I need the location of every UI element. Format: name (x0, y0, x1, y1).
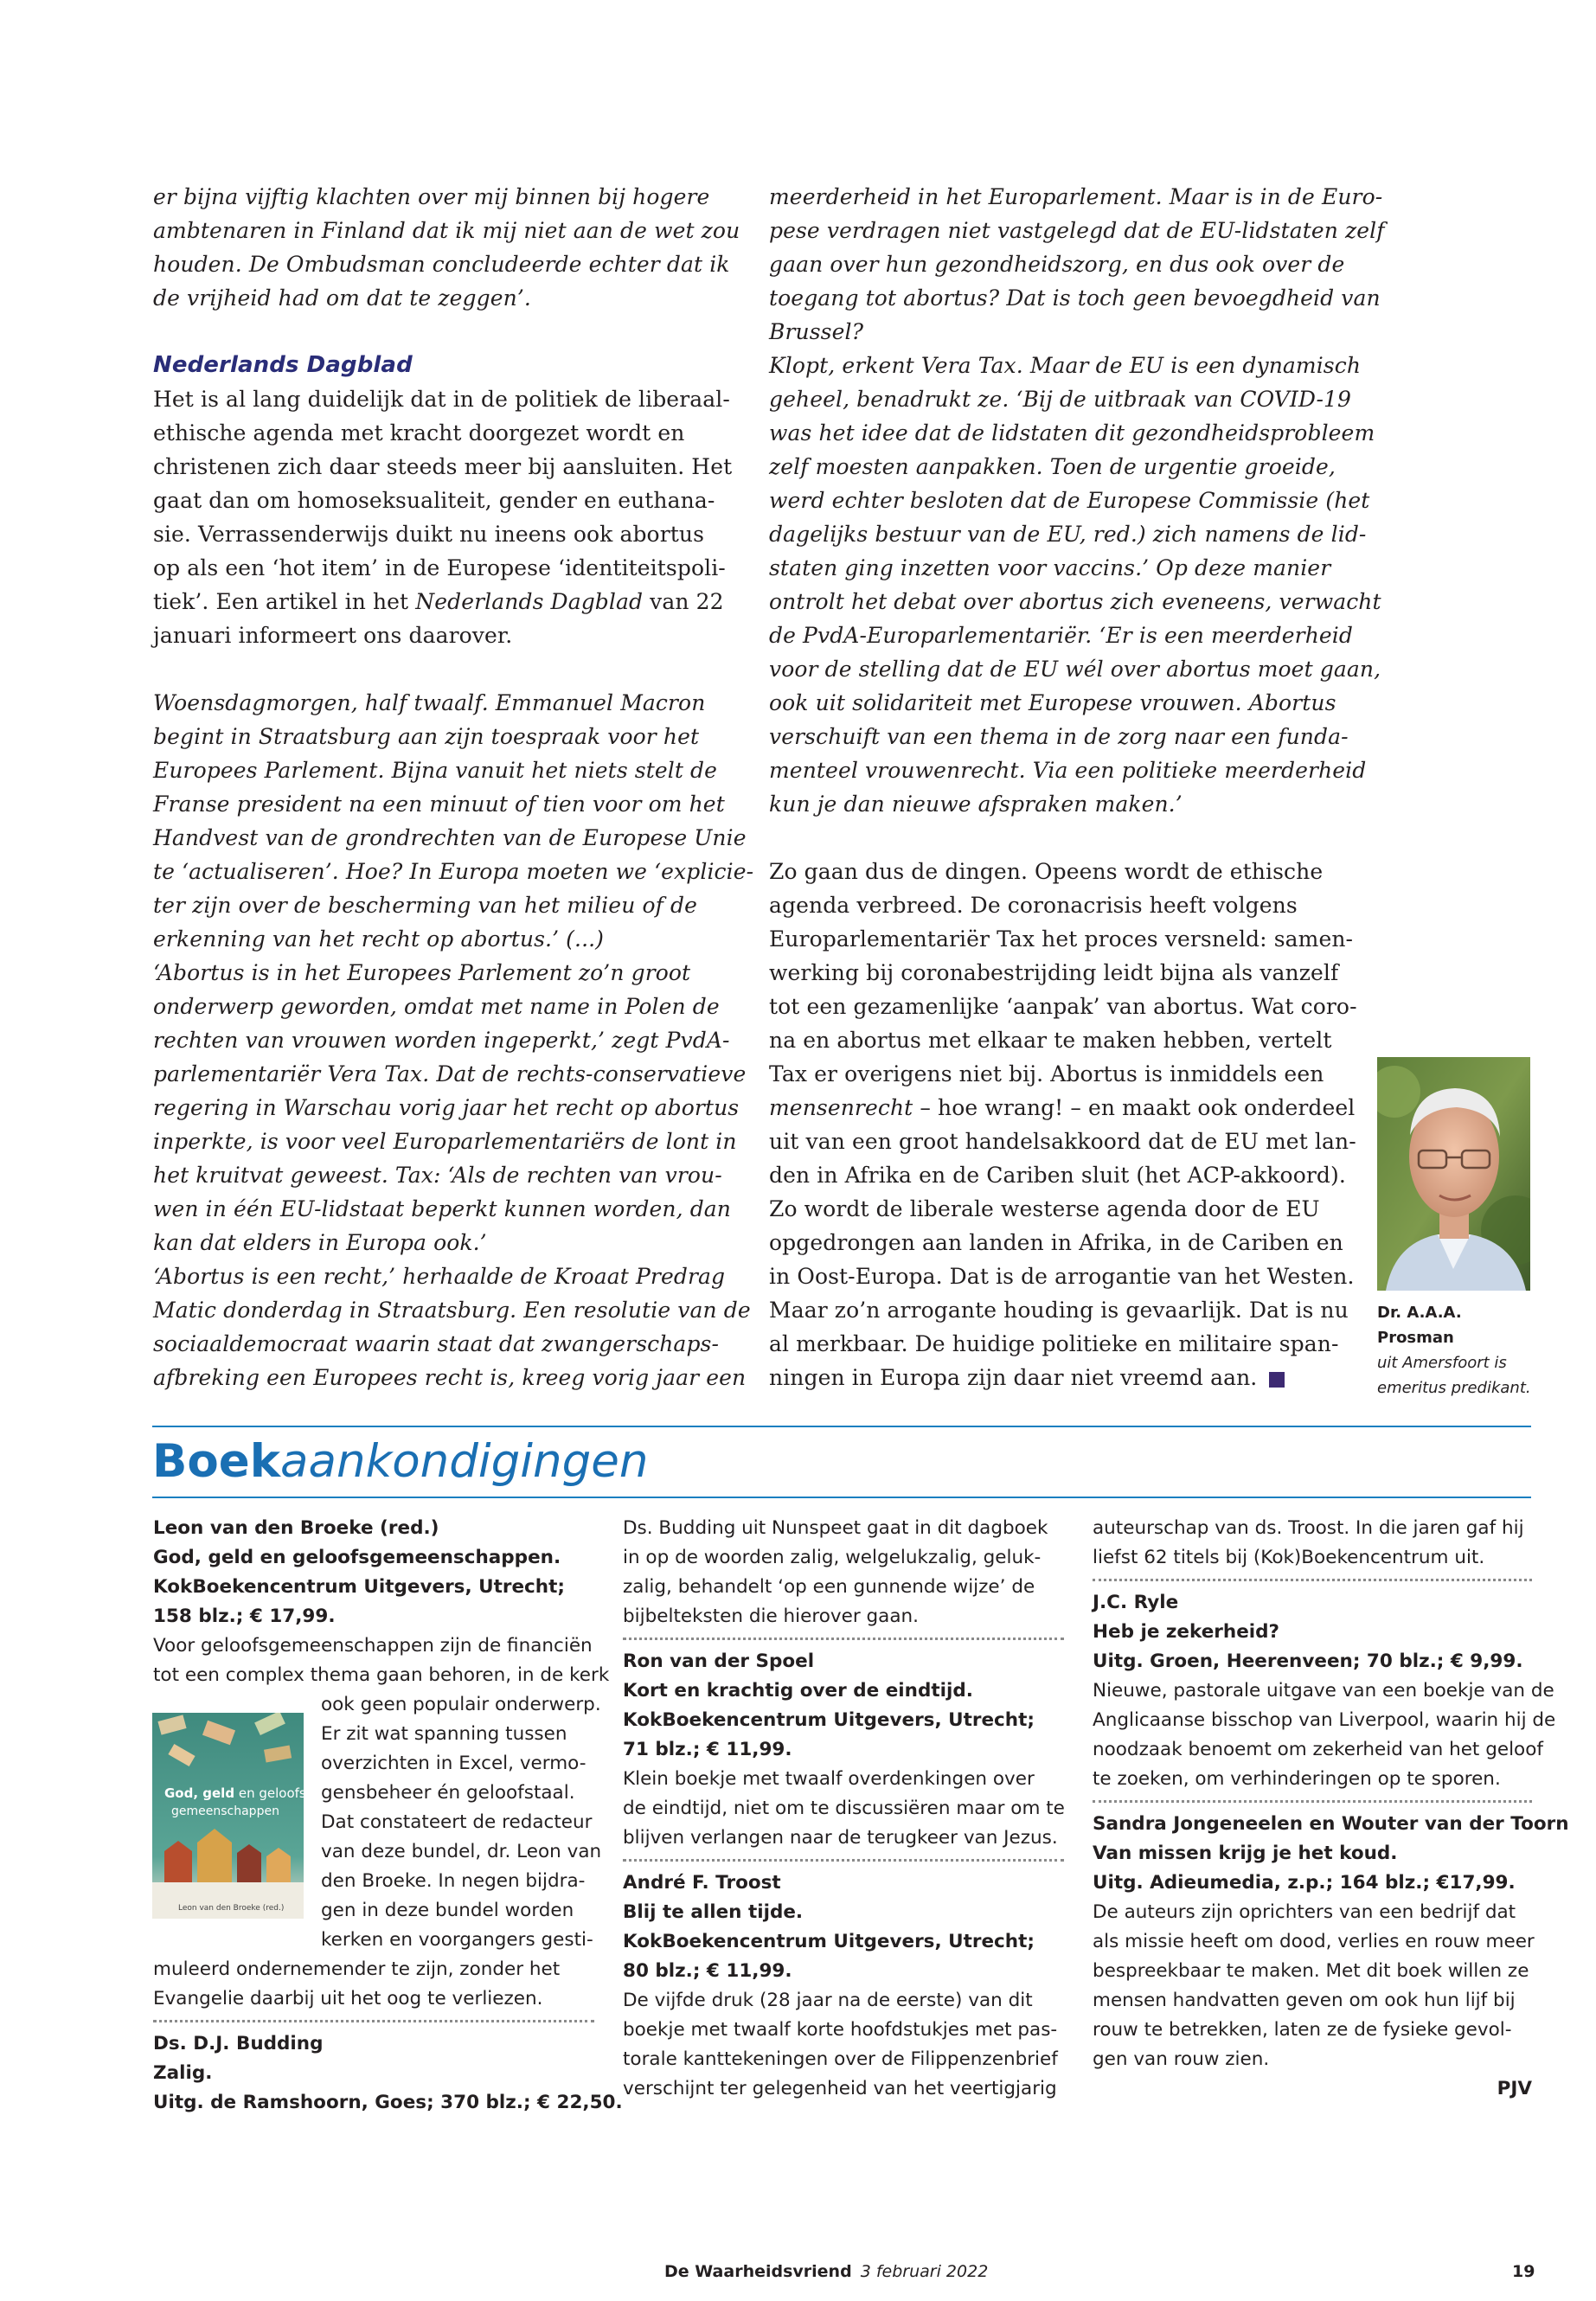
text-line: houden. De Ombudsman concludeerde echter dat ik (153, 252, 730, 277)
text-line: boekje met twaalf korte hoofdstukjes met pas- (623, 2019, 1058, 2041)
text-line: Matic donderdag in Straatsburg. Een resolutie van de (153, 1298, 751, 1323)
text-line: bijbelteksten die hierover gaan. (623, 1606, 919, 1627)
text-line: ook uit solidariteit met Europese vrouwen. Abortus (769, 690, 1336, 715)
dotted-separator (623, 1859, 1064, 1862)
svg-text:gemeenschappen: gemeenschappen (171, 1804, 279, 1818)
text-line: tot een gezamenlijke ‘aanpak’ van abortus. Wat coro- (769, 994, 1357, 1019)
text-line: sie. Verrassenderwijs duikt nu ineens ook abortus (153, 522, 705, 547)
text-line: Maar zo’n arrogante houding is gevaarlijk. Dat is nu (769, 1298, 1349, 1323)
dotted-separator (1093, 1800, 1532, 1803)
text-line: Brussel? (769, 319, 864, 344)
text-line: gen van rouw zien. (1093, 2048, 1270, 2070)
book-author: J.C. Ryle (1093, 1592, 1179, 1613)
text-line: menteel vrouwenrecht. Via een politieke meerderheid (769, 758, 1367, 783)
end-of-article-square (1269, 1372, 1285, 1388)
text-line: den Broeke. In negen bijdra- (321, 1870, 586, 1892)
text-line: ontrolt het debat over abortus zich eveneens, verwacht (769, 589, 1381, 614)
text-line: ambtenaren in Finland dat ik mij niet aan de wet zou (153, 218, 740, 243)
text-line: Woensdagmorgen, half twaalf. Emmanuel Macron (153, 690, 706, 715)
text-line: Zo gaan dus de dingen. Opeens wordt de ethische (769, 859, 1324, 884)
text-line: verschijnt ter gelegenheid van het veertigjarig (623, 2078, 1057, 2099)
book-publisher: Uitg. Groen, Heerenveen; 70 blz.; € 9,99. (1093, 1650, 1523, 1672)
text-line: toegang tot abortus? Dat is toch geen bevoegdheid van (769, 285, 1381, 311)
text-line: geheel, benadrukt ze. ‘Bij de uitbraak van COVID-19 (769, 387, 1352, 412)
text-line: te zoeken, om verhinderingen op te sporen. (1093, 1768, 1501, 1790)
text-line: liefst 62 titels bij (Kok)Boekencentrum uit. (1093, 1547, 1485, 1568)
text-line: ‘Abortus is in het Europees Parlement zo’n groot (153, 960, 691, 985)
text-line: de vrijheid had om dat te zeggen’. (153, 285, 531, 311)
text-line: na en abortus met elkaar te maken hebben, vertelt (769, 1028, 1332, 1053)
text-line: als missie heeft om dood, verlies en rouw meer (1093, 1931, 1535, 1952)
text-line: Klein boekje met twaalf overdenkingen over (623, 1768, 1035, 1790)
text-line: sociaaldemocraat waarin staat dat zwangerschaps- (153, 1331, 720, 1356)
svg-text:God, geld en geloofs-: God, geld en geloofs- (164, 1785, 304, 1801)
text-line: Europarlementariër Tax het proces versneld: samen- (769, 926, 1354, 952)
text-line: ook geen populair onderwerp. (321, 1694, 601, 1715)
text-line: parlementariër Vera Tax. Dat de rechts-conservatieve (153, 1061, 747, 1086)
book-title: Kort en krachtig over de eindtijd. (623, 1680, 973, 1702)
text-line: Franse president na een minuut of tien voor om het (153, 792, 725, 817)
quote-continuation (153, 180, 740, 315)
book-title: Van missen krijg je het koud. (1093, 1843, 1398, 1864)
text-line: Dat constateert de redacteur (321, 1811, 593, 1833)
book-entry (623, 1647, 1064, 1853)
newspaper-quote-continued (769, 180, 1385, 821)
book-entry-continued (623, 1514, 1064, 1631)
section-bottom-rule (152, 1497, 1531, 1498)
text-line: rechten van vrouwen worden ingeperkt,’ zegt PvdA- (153, 1028, 730, 1053)
text-line: mensen handvatten geven om ook hun lijf bij (1093, 1990, 1516, 2011)
book-entry-continued (1093, 1514, 1532, 1573)
text-line: zelf moesten aanpakken. Toen de urgentie groeide, (769, 454, 1336, 479)
book-publisher: KokBoekencentrum Uitgevers, Utrecht; (153, 1576, 565, 1598)
text-line: op als een ‘hot item’ in de Europese ‘identiteitspoli- (153, 555, 726, 580)
text-line: werd echter besloten dat de Europese Commissie (het (769, 488, 1370, 513)
text-line: de eindtijd, niet om te discussiëren maar om te (623, 1798, 1065, 1819)
text-line: Evangelie daarbij uit het oog te verliezen. (153, 1988, 543, 2009)
book-entry (1093, 1588, 1556, 1794)
text-line: onderwerp geworden, omdat met name in Polen de (153, 994, 720, 1019)
text-line: gaan over hun gezondheidszorg, en dus ook over de (769, 252, 1345, 277)
book-entry (153, 2029, 623, 2118)
book-price: 80 blz.; € 11,99. (623, 1960, 792, 1982)
text-line: blijven verlangen naar de terugkeer van Jezus. (623, 1827, 1058, 1849)
text-line: Zo wordt de liberale westerse agenda door de EU (769, 1196, 1320, 1221)
book-entry (1093, 1810, 1569, 2074)
text-line: in Oost-Europa. Dat is de arrogantie van het Westen. (769, 1264, 1355, 1289)
book-author: André F. Troost (623, 1872, 781, 1894)
text-line: januari informeert ons daarover. (153, 623, 513, 648)
text-line: tot een complex thema gaan behoren, in de kerk (153, 1664, 610, 1686)
text-line: kerken en voorgangers gesti- (321, 1929, 593, 1951)
dotted-separator (1093, 1579, 1532, 1581)
text-line: staten ging inzetten voor vaccins.’ Op deze manier (769, 555, 1331, 580)
book-entry (623, 1868, 1064, 2104)
book-title: God, geld en geloofsgemeenschappen. (153, 1547, 561, 1568)
section-title: Boekaankondigingen (152, 1435, 649, 1488)
text-line: Het is al lang duidelijk dat in de politiek de liberaal- (153, 387, 730, 412)
author-portrait-image (1377, 1057, 1530, 1291)
page-number: 19 (1512, 2262, 1535, 2281)
section-top-rule (152, 1426, 1531, 1427)
text-line: was het idee dat de lidstaten dit gezondheidsprobleem (769, 420, 1375, 445)
svg-text:Leon van den Broeke (red.): Leon van den Broeke (red.) (178, 1904, 285, 1913)
book-author: Ron van der Spoel (623, 1650, 815, 1672)
text-line: Er zit wat spanning tussen (321, 1723, 567, 1745)
text-line: erkenning van het recht op abortus.’ (...) (153, 926, 605, 952)
magazine-name: De Waarheidsvriend (664, 2262, 852, 2281)
text-line: gen in deze bundel worden (321, 1900, 574, 1921)
article-column-1 (153, 180, 754, 1394)
author-name: Dr. A.A.A. Prosman (1377, 1304, 1462, 1347)
book-publisher: Uitg. Adieumedia, z.p.; 164 blz.; €17,99. (1093, 1872, 1516, 1894)
text-line: christenen zich daar steeds meer bij aansluiten. Het (153, 454, 733, 479)
text-line: te ‘actualiseren’. Hoe? In Europa moeten we ‘explicie- (153, 859, 754, 884)
book-cover-image (152, 1713, 304, 1919)
text-line: verschuift van een thema in de zorg naar een funda- (769, 724, 1349, 749)
text-line: in op de woorden zalig, welgelukzalig, geluk- (623, 1547, 1042, 1568)
author-caption (1377, 1300, 1542, 1400)
text-line: torale kanttekeningen over de Filippenzenbrief (623, 2048, 1058, 2070)
text-line: Voor geloofsgemeenschappen zijn de financiën (153, 1635, 593, 1657)
reviewer-signature: PJV (1497, 2078, 1532, 2099)
text-line: De auteurs zijn oprichters van een bedrijf dat (1093, 1901, 1516, 1923)
text-line: overzichten in Excel, vermo- (321, 1753, 586, 1774)
text-line: tiek’. Een artikel in het Nederlands Dagblad van 22 (153, 589, 724, 614)
text-line: pese verdragen niet vastgelegd dat de EU-lidstaten zelf (769, 218, 1385, 243)
text-line: auteurschap van ds. Troost. In die jaren gaf hij (1093, 1517, 1524, 1539)
book-price: 158 blz.; € 17,99. (153, 1606, 336, 1627)
text-line: uit van een groot handelsakkoord dat de EU met lan- (769, 1129, 1356, 1154)
text-line: Klopt, erkent Vera Tax. Maar de EU is een dynamisch (769, 353, 1362, 378)
book-publisher: Uitg. de Ramshoorn, Goes; 370 blz.; € 22,50. (153, 2092, 623, 2113)
text-line: afbreking een Europees recht is, kreeg vorig jaar een (153, 1365, 747, 1390)
text-line: wen in één EU-lidstaat beperkt kunnen worden, dan (153, 1196, 732, 1221)
author-description: emeritus predikant. (1377, 1379, 1531, 1397)
text-line: kun je dan nieuwe afspraken maken.’ (769, 792, 1183, 817)
text-line: begint in Straatsburg aan zijn toespraak voor het (153, 724, 700, 749)
book-author: Ds. D.J. Budding (153, 2033, 324, 2054)
text-line: Ds. Budding uit Nunspeet gaat in dit dagboek (623, 1517, 1048, 1539)
text-line: Nieuwe, pastorale uitgave van een boekje van de (1093, 1680, 1554, 1702)
text-line: er bijna vijftig klachten over mij binnen bij hogere (153, 184, 710, 209)
dotted-separator (153, 2020, 594, 2022)
book-author: Sandra Jongeneelen en Wouter van der Toorn (1093, 1813, 1569, 1835)
text-line: ‘Abortus is een recht,’ herhaalde de Kroaat Predrag (153, 1264, 726, 1289)
text-line: van deze bundel, dr. Leon van (321, 1841, 602, 1862)
paragraph (769, 855, 1366, 1394)
text-line: rouw te betrekken, laten ze de fysieke gevol- (1093, 2019, 1512, 2041)
book-author: Leon van den Broeke (red.) (153, 1517, 439, 1539)
text-line: meerderheid in het Europarlement. Maar is in de Euro- (769, 184, 1383, 209)
text-line: noodzaak benoemt om zekerheid van het geloof (1093, 1739, 1543, 1760)
text-line: muleerd ondernemender te zijn, zonder het (153, 1958, 561, 1980)
text-line: dagelijks bestuur van de EU, red.) zich namens de lid- (769, 522, 1367, 547)
book-title: Blij te allen tijde. (623, 1901, 804, 1923)
text-line: werking bij coronabestrijding leidt bijna als vanzelf (769, 960, 1339, 985)
text-line: mensenrecht – hoe wrang! – en maakt ook onderdeel (769, 1095, 1356, 1120)
text-line: den in Afrika en de Cariben sluit (het ACP-akkoord). (769, 1163, 1346, 1188)
text-line: Tax er overigens niet bij. Abortus is inmiddels een (769, 1061, 1324, 1086)
book-title: Heb je zekerheid? (1093, 1621, 1280, 1643)
text-line: zalig, behandelt ‘op een gunnende wijze’ de (623, 1576, 1035, 1598)
text-line: inperkte, is voor veel Europarlementariërs de lont in (153, 1129, 737, 1154)
footer-publication (664, 2262, 988, 2281)
subhead: Nederlands Dagblad (153, 352, 413, 378)
text-line: gensbeheer én geloofstaal. (321, 1782, 575, 1804)
text-line: regering in Warschau vorig jaar het recht op abortus (153, 1095, 740, 1120)
text-line: gaat dan om homoseksualiteit, gender en euthana- (153, 488, 715, 513)
book-title: Zalig. (153, 2062, 213, 2084)
text-line: Handvest van de grondrechten van de Europese Unie (153, 825, 747, 850)
text-line: ter zijn over de bescherming van het milieu of de (153, 893, 697, 918)
text-line: ningen in Europa zijn daar niet vreemd aan. (769, 1361, 1366, 1394)
text-line: het kruitvat geweest. Tax: ‘Als de rechten van vrou- (153, 1163, 722, 1188)
text-line: al merkbaar. De huidige politieke en militaire span- (769, 1331, 1339, 1356)
book-publisher: KokBoekencentrum Uitgevers, Utrecht; (623, 1931, 1035, 1952)
dotted-separator (623, 1638, 1064, 1640)
books-column-2 (623, 1514, 1064, 2104)
book-price: 71 blz.; € 11,99. (623, 1739, 792, 1760)
text-line: opgedrongen aan landen in Afrika, in de Cariben en (769, 1230, 1343, 1255)
text-line: Anglicaanse bisschop van Liverpool, waarin hij de (1093, 1709, 1556, 1731)
text-line: kan dat elders in Europa ook.’ (153, 1230, 487, 1255)
text-line: voor de stelling dat de EU wél over abortus moet gaan, (769, 657, 1381, 682)
text-line: De vijfde druk (28 jaar na de eerste) van dit (623, 1990, 1033, 2011)
author-photo (1377, 1057, 1530, 1291)
text-line: Europees Parlement. Bijna vanuit het niets stelt de (153, 758, 718, 783)
paragraph (153, 382, 733, 652)
text-line: ethische agenda met kracht doorgezet wordt en (153, 420, 685, 445)
books-column-3 (1093, 1514, 1569, 2104)
text-line: de PvdA-Europarlementariër. ‘Er is een meerderheid (769, 623, 1353, 648)
newspaper-quote (153, 686, 754, 1394)
author-description: uit Amersfoort is (1377, 1354, 1507, 1372)
book-publisher: KokBoekencentrum Uitgevers, Utrecht; (623, 1709, 1035, 1731)
issue-date: 3 februari 2022 (860, 2262, 989, 2281)
text-line: agenda verbreed. De coronacrisis heeft volgens (769, 893, 1298, 918)
article-column-2 (769, 180, 1385, 1394)
text-line: bespreekbaar te maken. Met dit boek willen ze (1093, 1960, 1529, 1982)
